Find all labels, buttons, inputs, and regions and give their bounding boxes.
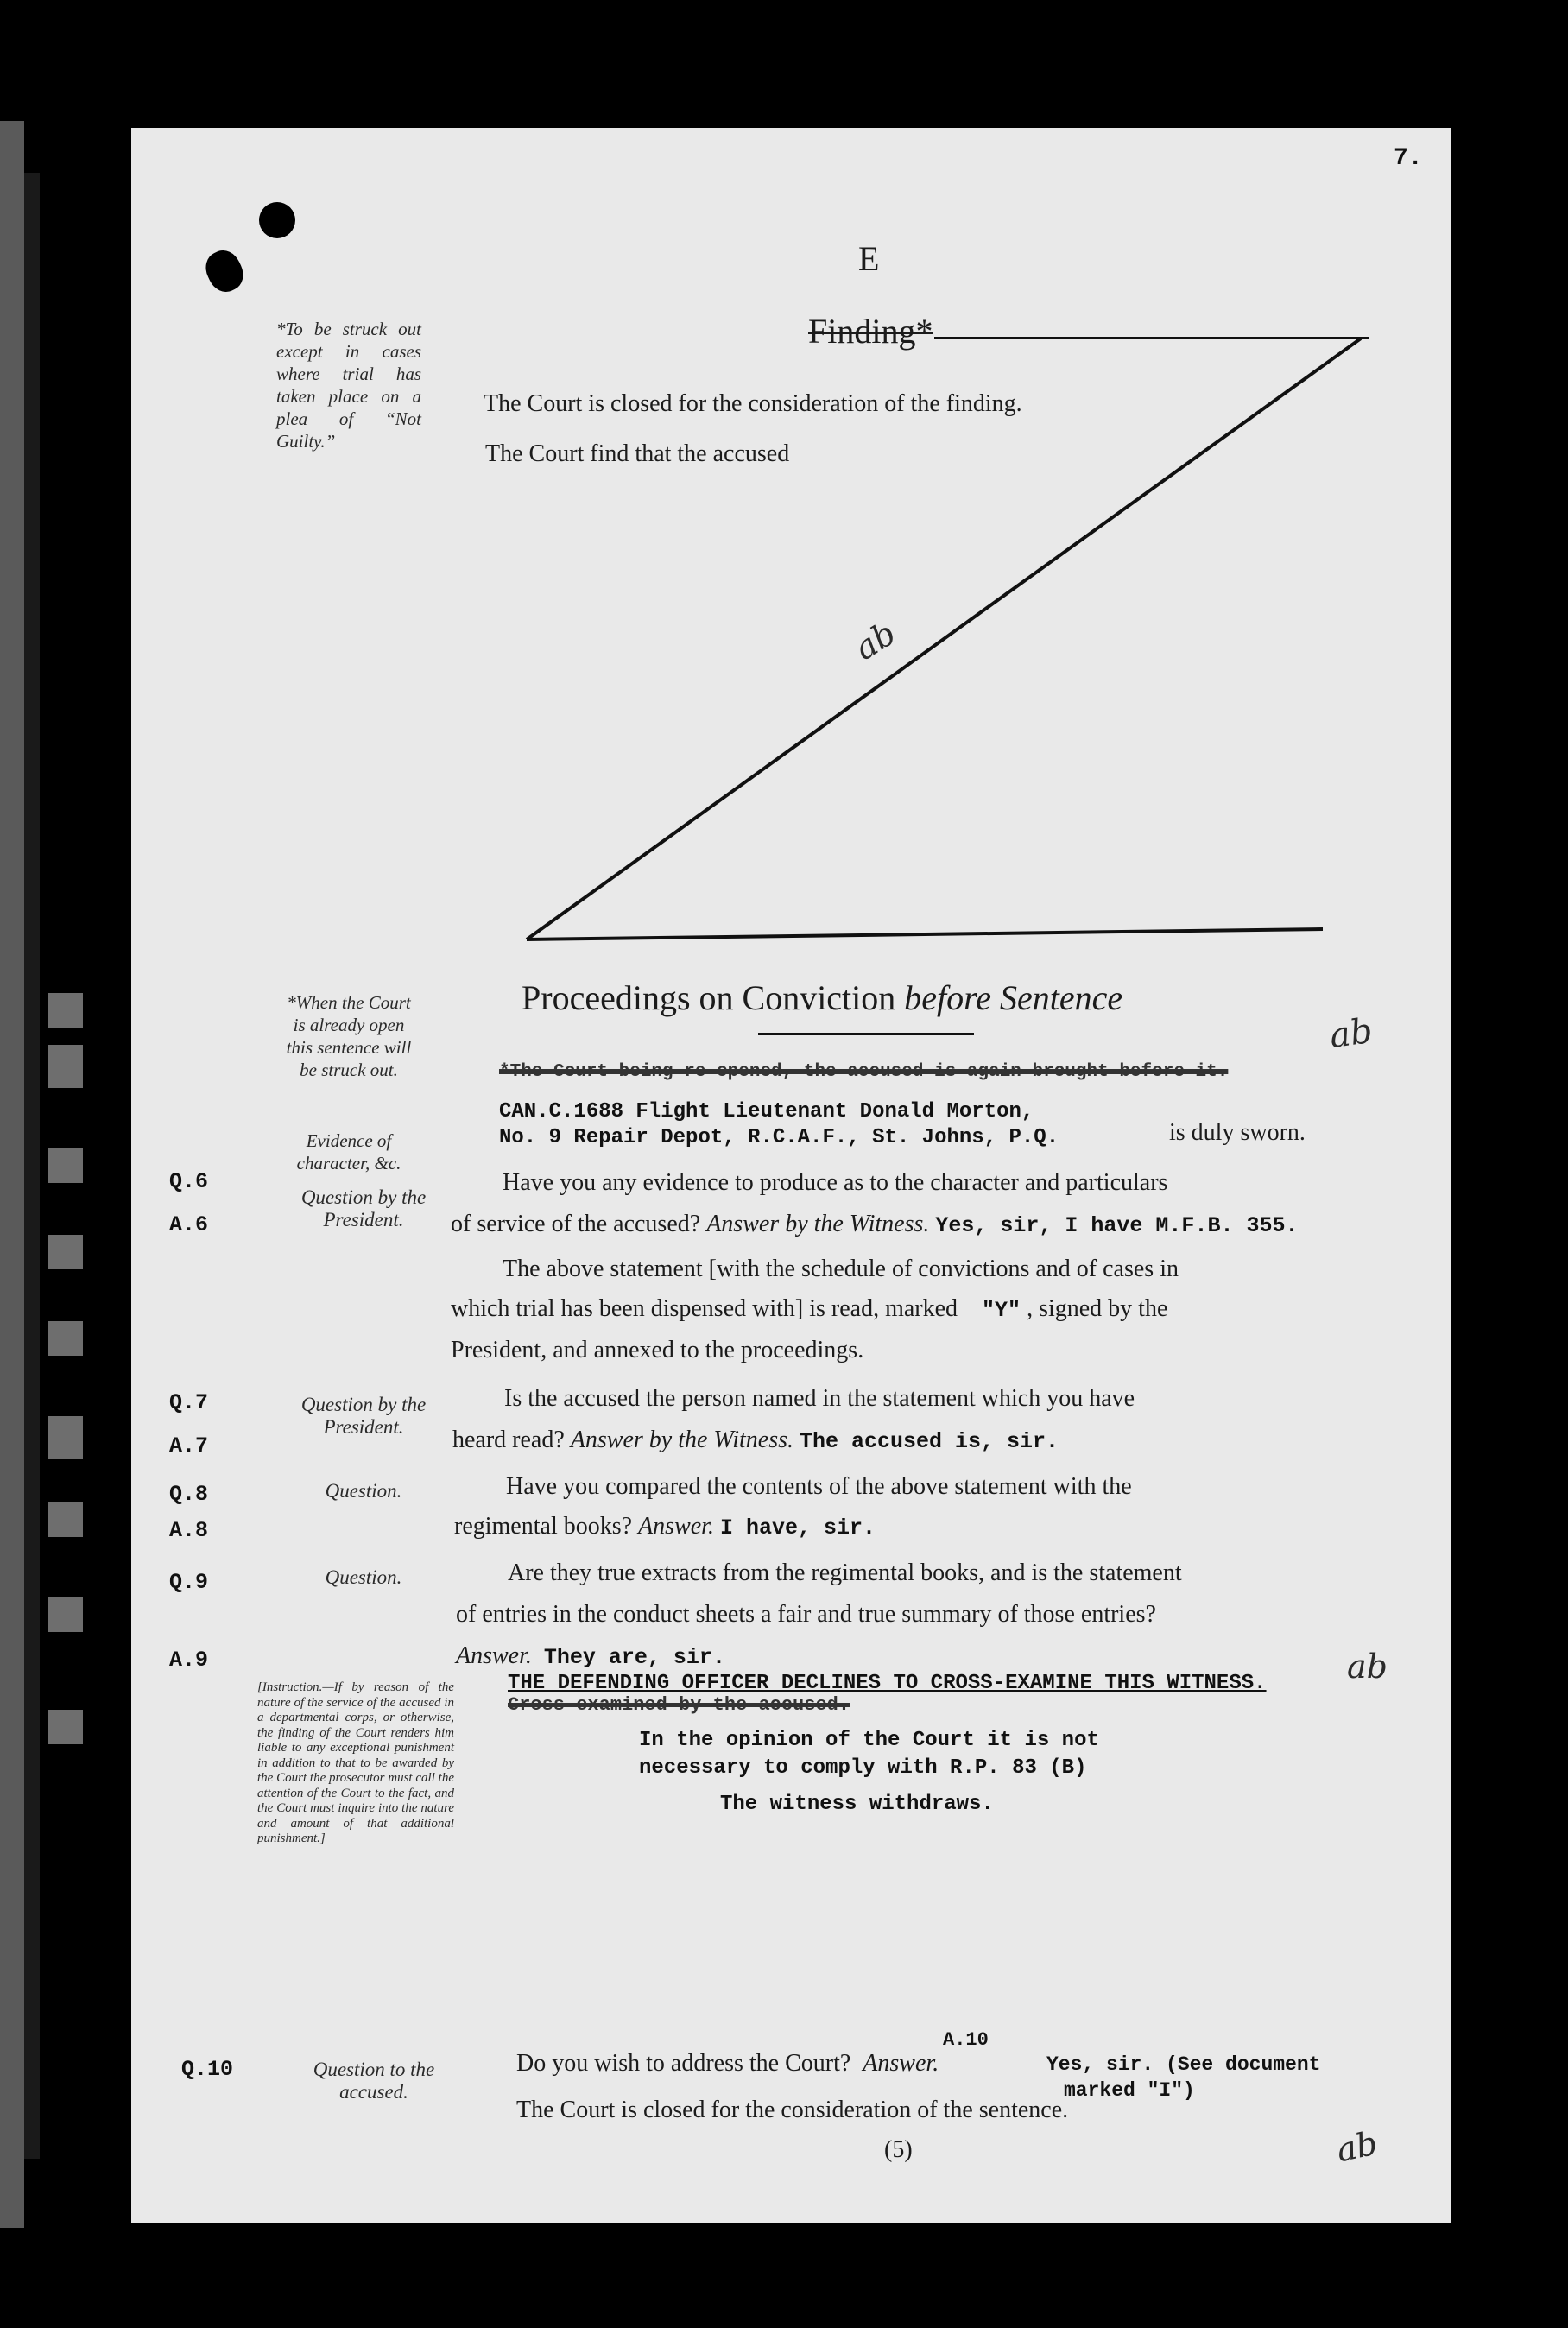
proceedings-heading-main: Proceedings on Conviction [522, 978, 905, 1017]
q7-margin: Question by the President. [300, 1394, 427, 1438]
q8-question-line1: Have you compared the contents of the above statement with the [506, 1473, 1132, 1500]
witness-line-2: No. 9 Repair Depot, R.C.A.F., St. Johns, P.Q. [499, 1126, 1059, 1149]
q-label: Q.10 [181, 2057, 234, 2082]
q7-question-text: heard read? [452, 1427, 565, 1453]
finding-strike-diagonal [131, 128, 1451, 991]
a-label-10: A.10 [943, 2029, 989, 2051]
finding-line-1: The Court is closed for the consideration of the finding. [484, 390, 1022, 417]
a-label: A.7 [169, 1433, 209, 1458]
q6-question-line2 [451, 1211, 1298, 1238]
page-footer-number: (5) [884, 2136, 913, 2163]
q-label: Q.8 [169, 1482, 209, 1507]
film-band [48, 1235, 83, 1269]
initials-proceedings: ab [1327, 1010, 1375, 1057]
q6-answer: Yes, sir, I have M.F.B. 355. [935, 1213, 1299, 1238]
film-band [48, 1148, 83, 1183]
q10-answer-line1: Yes, sir. (See document [1046, 2053, 1321, 2076]
left-edge-shadow [24, 173, 40, 2159]
q8-answer: I have, sir. [719, 1515, 876, 1540]
q9-answer-line [456, 1642, 725, 1670]
initials-footer: ab [1332, 2123, 1381, 2170]
left-edge-strip [0, 121, 24, 2228]
opinion-line2: necessary to comply with R.P. 83 (B) [639, 1756, 1087, 1780]
q6-margin: Question by the President. [300, 1186, 427, 1230]
q6-question-text: of service of the accused? [451, 1211, 701, 1237]
q-label: Q.9 [169, 1570, 209, 1595]
q10-answer-line2: marked "I") [1064, 2079, 1195, 2102]
initials-finding: ab [847, 613, 903, 668]
q-label: Q.7 [169, 1390, 209, 1415]
statement-line2b: , signed by the [1027, 1295, 1168, 1322]
q10-question-line [516, 2050, 939, 2078]
film-band [48, 1502, 83, 1537]
proceedings-rule [758, 1033, 974, 1035]
q8-margin: Question. [325, 1480, 402, 1502]
statement-line2 [451, 1295, 1167, 1323]
film-band [48, 1710, 83, 1744]
q8-question-line2 [454, 1513, 876, 1540]
document-page [131, 128, 1451, 2223]
film-band [48, 1321, 83, 1356]
q9-answer: They are, sir. [543, 1645, 725, 1670]
statement-marked: "Y" [982, 1298, 1021, 1323]
q6-answer-prefix: Answer by the Witness. [706, 1211, 930, 1237]
q7-answer-prefix: Answer by the Witness. [570, 1427, 793, 1453]
instruction-note: [Instruction.—If by reason of the nature of the service of the accused in a departmental corps, or otherwise, the finding of the Court renders him liable to any exceptional punishment in addition to that to be awarded by the Court the prosecutor must call the attention of the Court to the fact, and the Court must inquire into the nature and amount of that additional punishment.] [257, 1680, 454, 1845]
q7-question-line1: Is the accused the person named in the statement which you have [504, 1385, 1135, 1412]
proceedings-heading [522, 977, 1122, 1018]
statement-line2a: which trial has been dispensed with] is read, marked [451, 1295, 958, 1322]
q-label: Q.6 [169, 1169, 209, 1194]
film-band [48, 1045, 83, 1088]
opinion-line1: In the opinion of the Court it is not [639, 1729, 1099, 1752]
a-label: A.6 [169, 1212, 209, 1237]
statement-line3: President, and annexed to the proceedings. [451, 1337, 864, 1363]
cross-exam-declined: THE DEFENDING OFFICER DECLINES TO CROSS-EXAMINE THIS WITNESS. [508, 1672, 1267, 1695]
proceedings-margin-note: *When the Court is already open this sentence will be struck out. [286, 992, 412, 1080]
page-number: 7. [1394, 145, 1423, 172]
witness-withdraws: The witness withdraws. [720, 1793, 994, 1816]
cross-exam-struck: Cross-examined by the accused. [508, 1694, 850, 1716]
finding-heading: Finding* [808, 312, 933, 351]
section-letter: E [858, 239, 880, 278]
film-band [48, 1416, 83, 1459]
q7-question-line2 [452, 1427, 1059, 1454]
q7-answer: The accused is, sir. [800, 1429, 1059, 1454]
initials-cross-exam: ab [1347, 1648, 1388, 1686]
q10-margin: Question to the accused. [313, 2059, 435, 2103]
q10-answer-prefix: Answer. [863, 2050, 939, 2077]
film-band [48, 993, 83, 1028]
evidence-margin-label: Evidence of character, &c. [296, 1130, 401, 1173]
a-label: A.9 [169, 1648, 209, 1673]
q6-question-line1: Have you any evidence to produce as to the character and particulars [503, 1169, 1168, 1196]
q9-answer-prefix: Answer. [456, 1642, 532, 1669]
duly-sworn: is duly sworn. [1169, 1119, 1306, 1146]
q8-question-text: regimental books? [454, 1513, 633, 1540]
proceedings-heading-italic: before Sentence [904, 978, 1123, 1017]
q10-question: Do you wish to address the Court? [516, 2050, 851, 2077]
finding-margin-note: *To be struck out except in cases where trial has taken place on a plea of “Not Guilty.” [276, 319, 421, 452]
q8-answer-prefix: Answer. [638, 1513, 714, 1540]
film-band [48, 1597, 83, 1632]
q9-question-line1: Are they true extracts from the regimental books, and is the statement [508, 1559, 1182, 1586]
finding-line-2: The Court find that the accused [485, 440, 790, 467]
statement-line1: The above statement [with the schedule of convictions and of cases in [503, 1256, 1179, 1282]
q9-question-line2: of entries in the conduct sheets a fair and true summary of those entries? [456, 1601, 1156, 1628]
q9-margin: Question. [325, 1566, 402, 1588]
a-label: A.8 [169, 1518, 209, 1543]
struck-sentence: *The Court being re-opened, the accused is again brought before it. [499, 1062, 1229, 1082]
closing-line: The Court is closed for the consideration of the sentence. [516, 2097, 1069, 2123]
witness-line-1: CAN.C.1688 Flight Lieutenant Donald Morton, [499, 1100, 1034, 1123]
